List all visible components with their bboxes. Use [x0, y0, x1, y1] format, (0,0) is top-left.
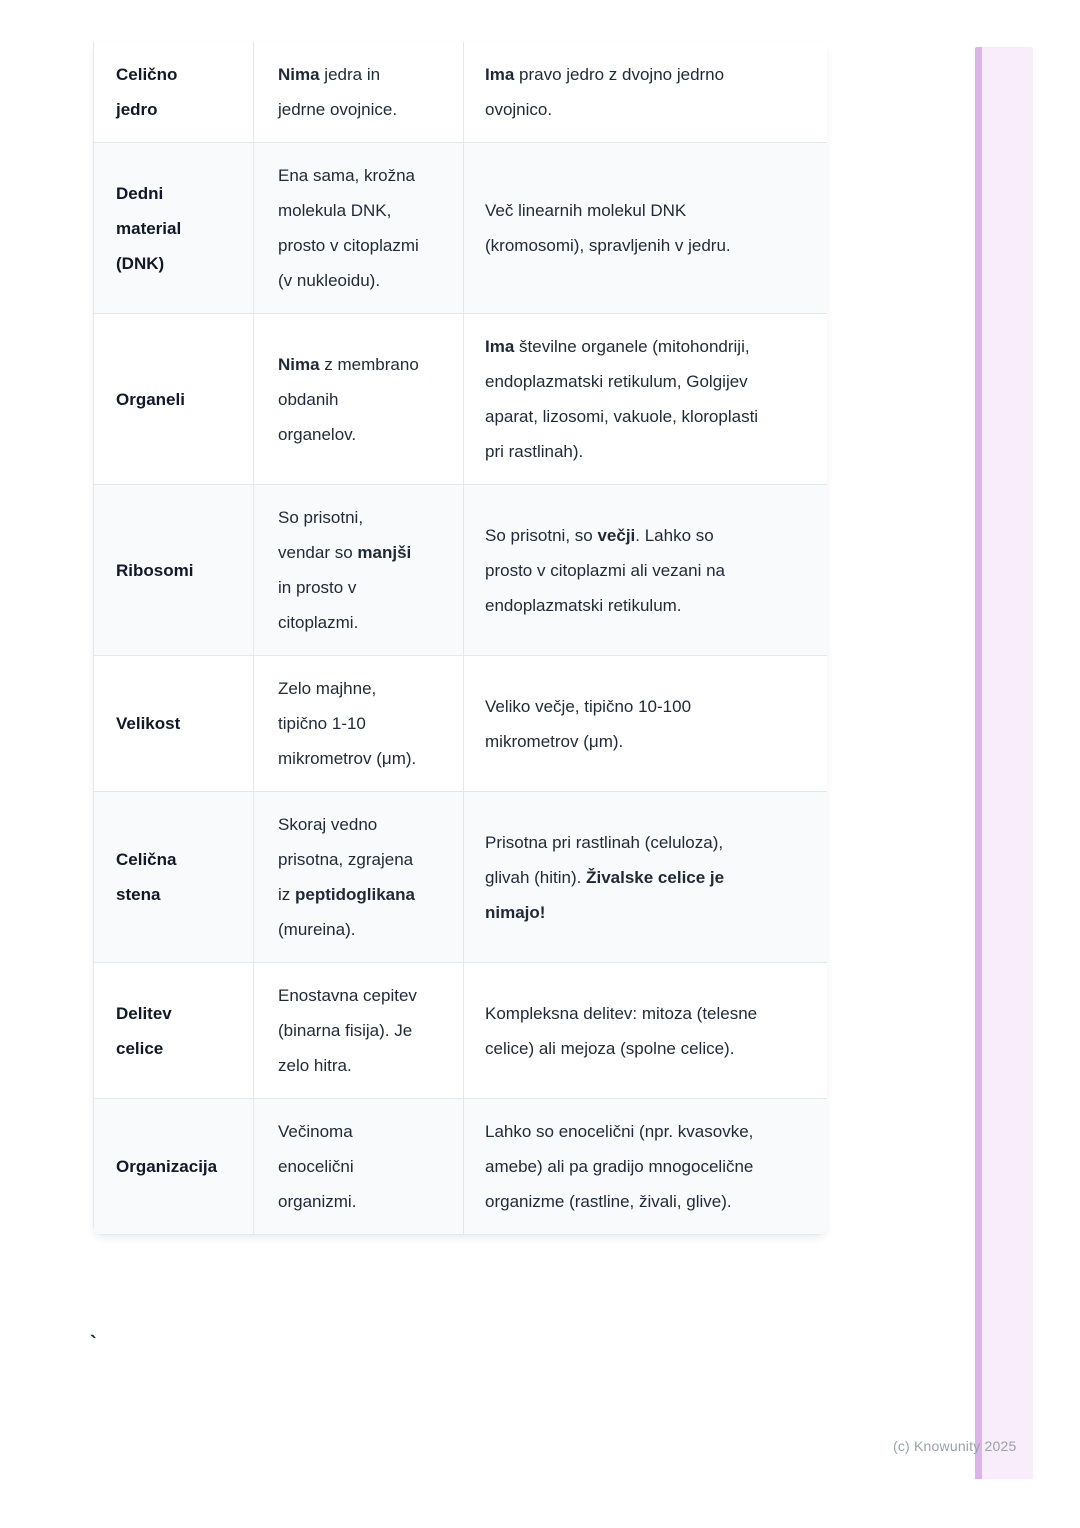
comparison-table	[93, 42, 827, 1235]
prokaryote-cell: Ena sama, krožna molekula DNK, prosto v citoplazmi (v nukleoidu).	[254, 143, 464, 314]
table-row	[94, 314, 828, 485]
row-label: Velikost	[94, 656, 254, 792]
eukaryote-cell: Ima številne organele (mitohondriji, endoplazmatski retikulum, Golgijev aparat, lizosomi, vakuole, kloroplasti pri rastlinah).	[464, 314, 828, 485]
row-label: Celična stena	[94, 792, 254, 963]
row-label: Celično jedro	[94, 42, 254, 143]
prokaryote-cell: Večinoma enocelični organizmi.	[254, 1099, 464, 1235]
eukaryote-cell: So prisotni, so večji. Lahko so prosto v citoplazmi ali vezani na endoplazmatski retikulum.	[464, 485, 828, 656]
table-row	[94, 143, 828, 314]
prokaryote-cell: So prisotni, vendar so manjši in prosto v citoplazmi.	[254, 485, 464, 656]
prokaryote-cell: Enostavna cepitev (binarna fisija). Je zelo hitra.	[254, 963, 464, 1099]
row-label: Dedni material (DNK)	[94, 143, 254, 314]
row-label: Organizacija	[94, 1099, 254, 1235]
eukaryote-cell: Lahko so enocelični (npr. kvasovke, amebe) ali pa gradijo mnogocelične organizme (rastline, živali, glive).	[464, 1099, 828, 1235]
eukaryote-cell: Prisotna pri rastlinah (celuloza), glivah (hitin). Živalske celice je nimajo!	[464, 792, 828, 963]
cell-comparison-table	[93, 42, 827, 1235]
table-row	[94, 963, 828, 1099]
eukaryote-cell: Veliko večje, tipično 10-100 mikrometrov (μm).	[464, 656, 828, 792]
row-label: Delitev celice	[94, 963, 254, 1099]
decorative-stripe	[975, 47, 1033, 1479]
table-row	[94, 656, 828, 792]
prokaryote-cell: Nima z membrano obdanih organelov.	[254, 314, 464, 485]
table-row	[94, 42, 828, 143]
eukaryote-cell: Ima pravo jedro z dvojno jedrno ovojnico.	[464, 42, 828, 143]
table-body	[94, 42, 828, 1235]
table-row	[94, 485, 828, 656]
prokaryote-cell: Zelo majhne, tipično 1-10 mikrometrov (μm).	[254, 656, 464, 792]
row-label: Ribosomi	[94, 485, 254, 656]
eukaryote-cell: Kompleksna delitev: mitoza (telesne celice) ali mejoza (spolne celice).	[464, 963, 828, 1099]
table-row	[94, 1099, 828, 1235]
prokaryote-cell: Skoraj vedno prisotna, zgrajena iz peptidoglikana (mureina).	[254, 792, 464, 963]
eukaryote-cell: Več linearnih molekul DNK (kromosomi), spravljenih v jedru.	[464, 143, 828, 314]
table-row	[94, 792, 828, 963]
copyright-watermark: (c) Knowunity 2025	[893, 1438, 1017, 1454]
prokaryote-cell: Nima jedra in jedrne ovojnice.	[254, 42, 464, 143]
stray-backtick-mark: `	[90, 1333, 97, 1355]
row-label: Organeli	[94, 314, 254, 485]
